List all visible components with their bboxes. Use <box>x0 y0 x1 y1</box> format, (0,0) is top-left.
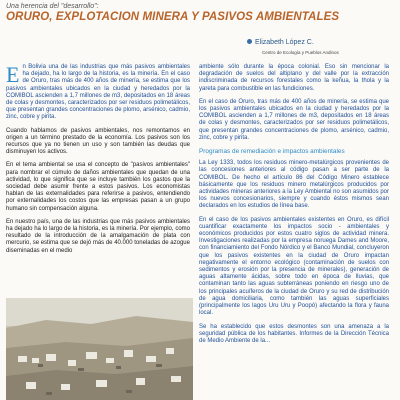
left-column <box>6 64 190 261</box>
body-paragraph: ambiente sólo durante la época colonial. Eso sin mencionar la degradación de suelos del altiplano y del valle por la extracción indiscriminada de recursos forestales como la keñua, la thola y la yareta para combustible en las fundiciones. <box>199 64 389 92</box>
body-paragraph: Cuando hablamos de pasivos ambientales, nos remontamos en origen a un término prestado de la economía. Los pasivos son los recursos que ya no tienen un uso y son también las deudas que disminuyen los activos. <box>6 127 190 156</box>
author-name: Elizabeth López C. <box>255 39 314 46</box>
bullet-icon <box>247 39 252 44</box>
author-byline <box>247 39 314 46</box>
author-affiliation: Centro de Ecología y Pueblos Andinos <box>262 50 339 55</box>
article-title: ORURO, EXPLOTACION MINERA Y PASIVOS AMBIENTALES <box>6 11 340 23</box>
mine-tailings-photo <box>6 298 193 400</box>
article-kicker: Una herencia del "desarrollo": <box>6 3 99 10</box>
intro-paragraph: En Bolivia una de las industrias que más pasivos ambientales ha dejado, ha lo largo de la historia, es la minería. En el caso de Oruro, tras más de 400 años de minería, se estima que los pasivos ambientales ubicados en la ciudad y heredados por la COMIBOL ascienden a 1,7 millones de m3, depositados en 18 áreas de colas y desmontes, caracterizados por ser residuos polimetálicos, que presentan grandes concentraciones de plomo, arsénico, cadmio, zinc, cobre y pirita. <box>6 62 190 121</box>
body-paragraph: La Ley 1333, todos los residuos minero-metalúrgicos provenientes de las concesiones anteriores al código pasan a ser parte de la COMIBOL. De hecho el artículo 86 del Código Minero establece básicamente que los residuos minero metalúrgicos producidos por actividades mineras anteriores a la Ley Ambiental no son asumidos por los nuevos concesionarios, siempre y cuando éstos mismos sean declarados en los estudios de línea base. <box>199 160 389 210</box>
drop-cap: E <box>6 62 20 87</box>
section-heading: Programas de remediación e impactos ambientales <box>199 148 345 156</box>
right-column <box>199 64 389 351</box>
body-paragraph: En el tema ambiental se usa el concepto de "pasivos ambientales" para nombrar el cúmulo de daños ambientales que quedan de una actividad, lo que significa que se incluye también los gastos que la sociedad debe asumir frente a estos pasivos. Los economistas hablan de las externalidades para referirse a pasivos, entendiendo por externalidades los costos que las empresas pasan a un grupo humano sin compensación alguna. <box>6 162 190 212</box>
body-paragraph: En nuestro país, una de las industrias que más pasivos ambientales ha dejado ha lo largo de la historia, es la minería. Por ejemplo, como resultado de la introducción de la amalgamación de plata con mercurio, se estima que se dejó más de 40.000 toneladas de azogue diseminadas en el medio <box>6 218 190 254</box>
body-paragraph: En el caso de Oruro, tras más de 400 años de minería, se estima que los pasivos ambientales ubicados en la ciudad y heredados por la COMIBOL ascienden a 1,7 millones de m3, depositados en 18 áreas de colas y desmontes, caracterizados por ser residuos polimetálicos, que presentan grandes concentraciones de plomo, arsénico, cadmio, zinc, cobre y pirita. <box>199 98 389 141</box>
body-paragraph: En el caso de los pasivos ambientales existentes en Oruro, es difícil cuantificar exactamente los impactos socio - ambientales y económicos producidos por estos cuatro siglos de actividad minera. Investigaciones realizadas por la empresa noruega Dames and Moore, con financiamiento del Fondo Nórdico y el Banco Mundial, concluyeron que los pasivos existentes en la ciudad de Oruro impactan negativamente el entorno ecológico (contaminación de suelos con sedimentos y erosión por la presencia de minerales), generación de aguas altamente ácidas, sobre todo en época de lluvias, que contaminan tanto las aguas subterráneas poniendo en riesgo uno de los principales acuíferos de la ciudad de Oruro y su red de distribución de agua domiciliaria, como también las aguas superficiales (principalmente los lagos Uru Uru y Poopó) afectando la flora y fauna local. <box>199 216 389 317</box>
photo-illustration <box>6 298 193 400</box>
body-paragraph: Se ha establecido que estos desmontes son una amenaza a la seguridad pública de los habitantes. Informes de la Dirección Técnica de Medio Ambiente de la... <box>199 323 389 344</box>
